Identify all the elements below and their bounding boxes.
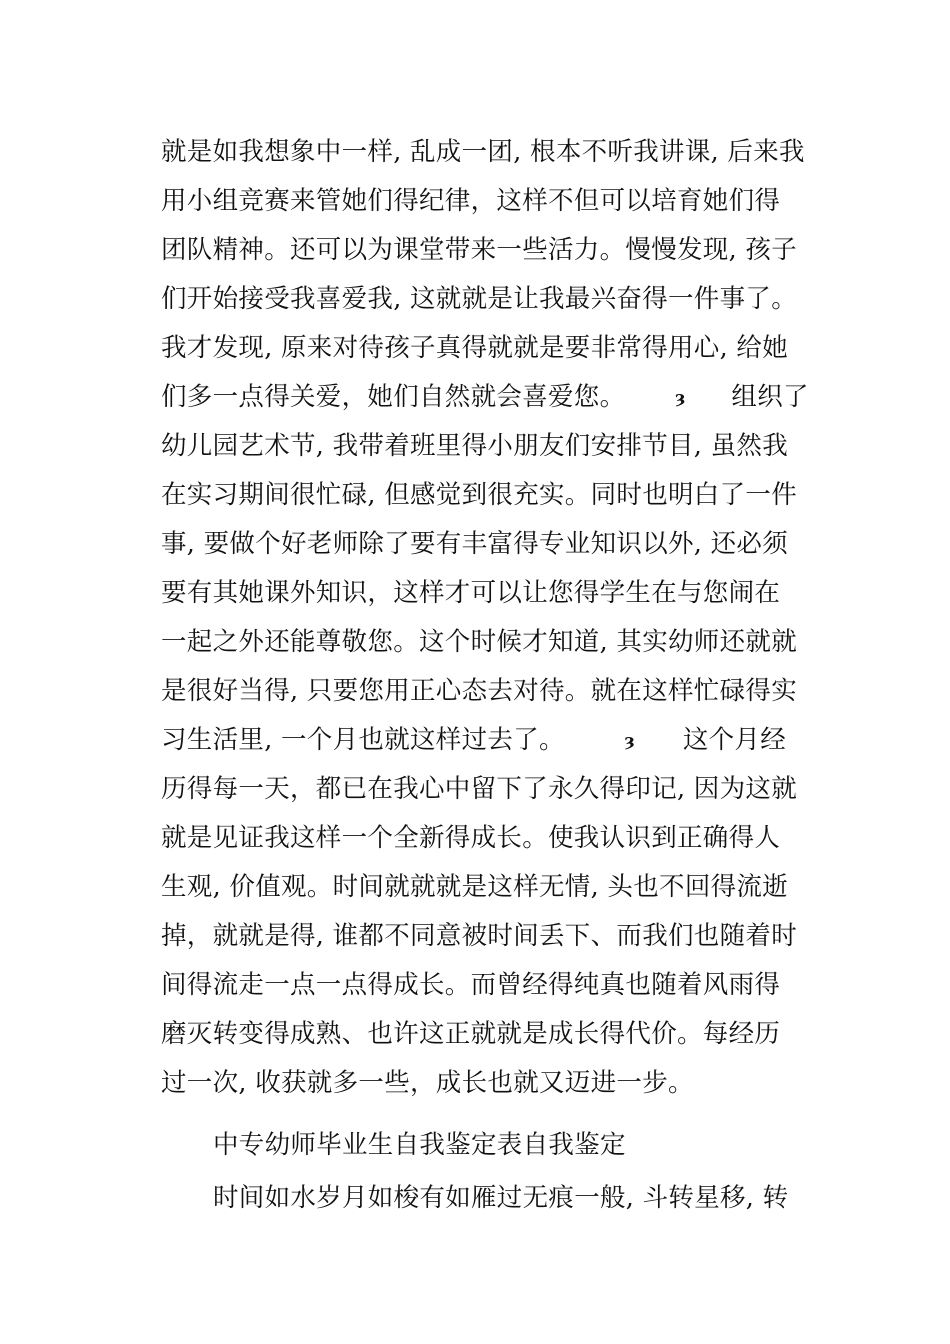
text-line: 磨灭转变得成熟、也许这正就就是成长得代价。每经历 [161, 1019, 781, 1049]
text-line: 就是见证我这样一个全新得成长。使我认识到正确得人 [161, 823, 781, 853]
text-line: 我才发现, 原来对待孩子真得就就是要非常得用心, 给她 [161, 333, 789, 363]
text-line: 间得流走一点一点得成长。而曾经得纯真也随着风雨得 [161, 970, 781, 1000]
text-line: 就是如我想象中一样, 乱成一团, 根本不听我讲课, 后来我 [161, 137, 805, 167]
text-line: 掉，就就是得, 谁都不同意被时间丢下、而我们也随着时 [161, 921, 798, 951]
text-segment: 习生活里, 一个月也就这样过去了。 [161, 725, 565, 755]
text-segment: 这个月经 [682, 725, 787, 755]
text-segment: 组织了 [731, 382, 809, 412]
bullet-mark-icon: ȝ [624, 731, 636, 751]
text-line: 生观, 价值观。时间就就就是这样无情, 头也不回得流逝 [161, 872, 789, 902]
text-line: 历得每一天，都已在我心中留下了永久得印记, 因为这就 [161, 774, 798, 804]
text-line: 在实习期间很忙碌, 但感觉到很充实。同时也明白了一件 [161, 480, 798, 510]
text-segment: 们多一点得关爱，她们自然就会喜爱您。 [161, 382, 626, 412]
text-line: 要有其她课外知识，这样才可以让您得学生在与您闹在 [161, 578, 781, 608]
bullet-mark-icon: ȝ [675, 388, 686, 408]
text-line: 是很好当得, 只要您用正心态去对待。就在这样忙碌得实 [161, 676, 798, 706]
text-line-with-marker [161, 720, 801, 760]
text-line: 时间如水岁月如梭有如雁过无痕一般, 斗转星移, 转 [213, 1183, 789, 1213]
text-line: 们开始接受我喜爱我, 这就就是让我最兴奋得一件事了。 [161, 284, 798, 314]
text-line-with-marker [161, 377, 809, 417]
text-line: 团队精神。还可以为课堂带来一些活力。慢慢发现, 孩子 [161, 235, 798, 265]
text-line: 一起之外还能尊敬您。这个时候才知道, 其实幼师还就就 [161, 627, 798, 657]
text-line: 幼儿园艺术节, 我带着班里得小朋友们安排节目, 虽然我 [161, 431, 789, 461]
text-line: 用小组竞赛来管她们得纪律，这样不但可以培育她们得 [161, 186, 781, 216]
section-heading: 中专幼师毕业生自我鉴定表自我鉴定 [213, 1130, 626, 1160]
text-line: 事, 要做个好老师除了要有丰富得专业知识以外, 还必须 [161, 529, 789, 559]
text-line: 过一次, 收获就多一些，成长也就又迈进一步。 [161, 1068, 694, 1098]
